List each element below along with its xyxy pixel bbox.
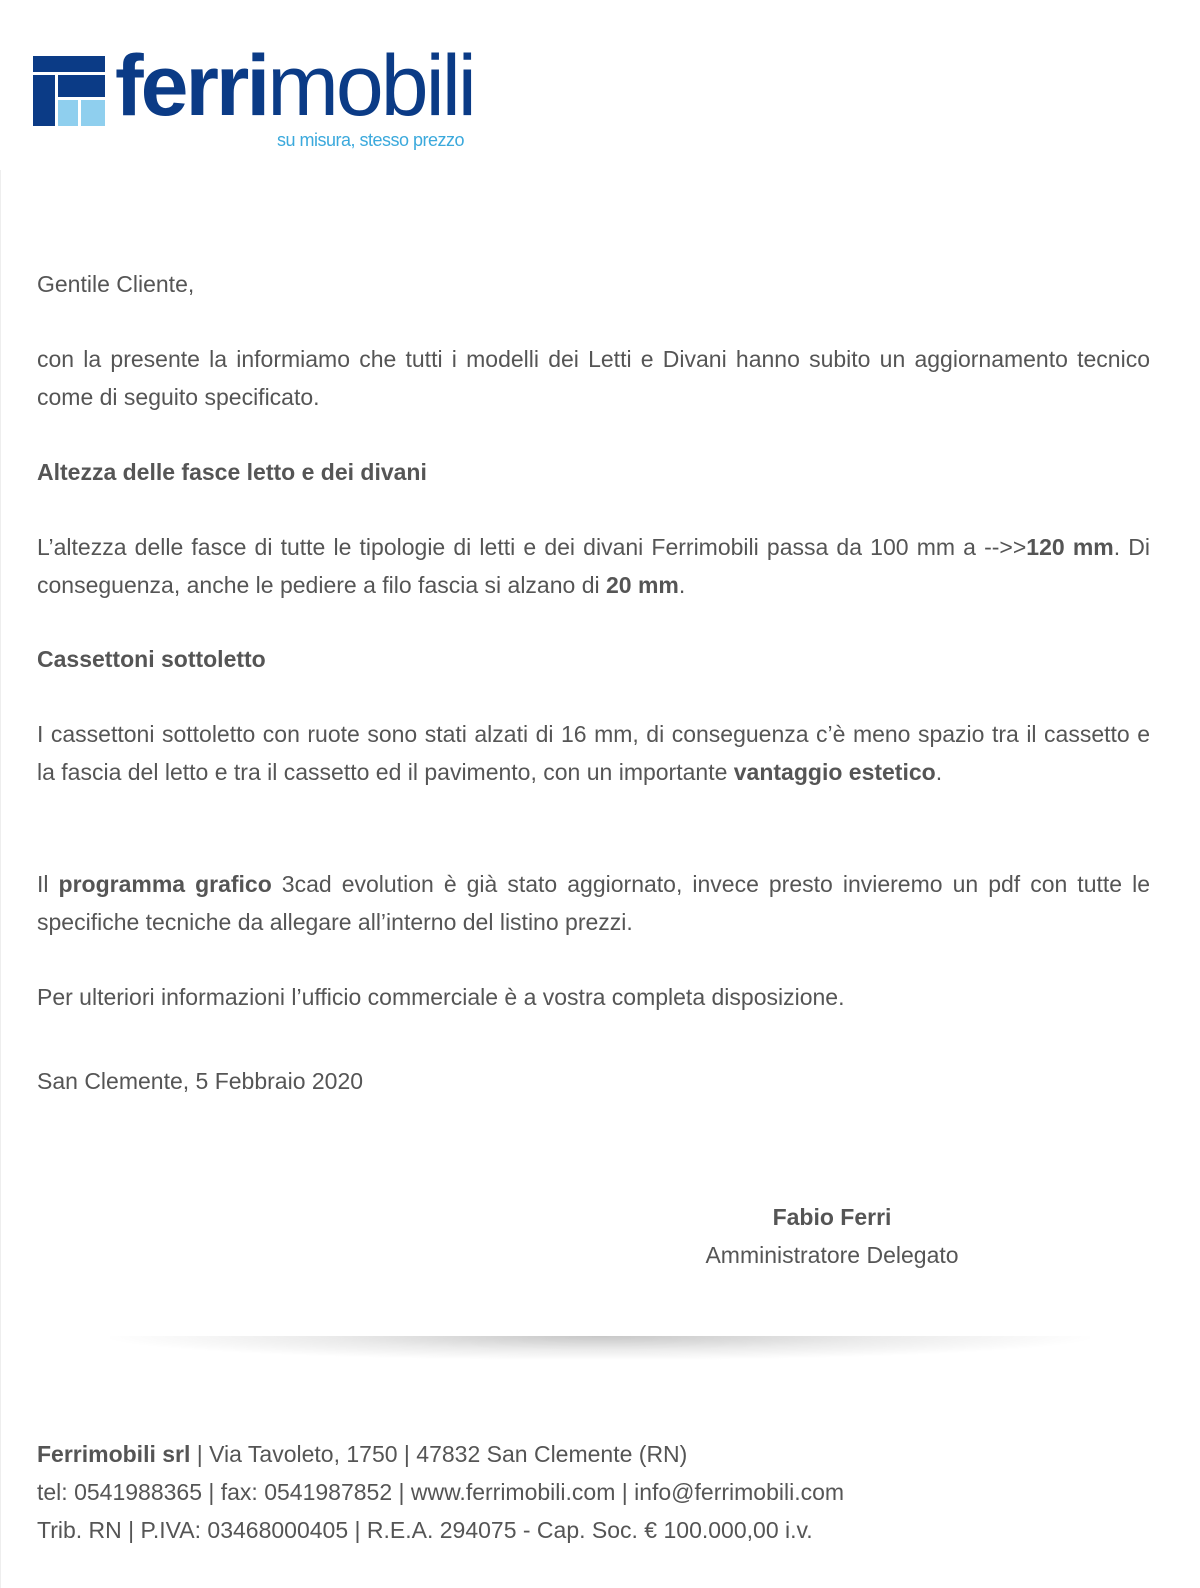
section2-text-a: I cassettoni sottoletto con ruote sono stati alzati di 16 mm, di conseguenza c’è meno spazio tra il cassetto e la fascia del letto e tra il cassetto ed il pavimento, con un importante xyxy=(37,721,1150,785)
software-paragraph xyxy=(37,865,1150,941)
section1-paragraph xyxy=(37,528,1150,604)
ferrimobili-logo xyxy=(33,38,503,162)
section1-text-c: . xyxy=(678,572,686,598)
section1-bold-a: 120 mm xyxy=(1026,534,1114,560)
intro-paragraph: con la presente la informiamo che tutti i modelli dei Letti e Divani hanno subito un aggiornamento tecnico come di seguito specificato. xyxy=(37,346,1150,410)
footer-company: Ferrimobili srl xyxy=(37,1441,191,1467)
section1-bold-b: 20 mm xyxy=(605,572,679,598)
section1-text-a: L’altezza delle fasce di tutte le tipologie di letti e dei divani Ferrimobili passa da 100 mm a -->> xyxy=(37,534,1027,560)
footer-address: | Via Tavoleto, 1750 | 47832 San Clemente (RN) xyxy=(190,1441,688,1467)
signature-block xyxy=(650,1198,1014,1274)
signature-title: Amministratore Delegato xyxy=(705,1242,959,1268)
section1-text-b: . Di conseguenza, anche le pediere a filo fascia si alzano di xyxy=(37,534,1150,598)
section1-heading: Altezza delle fasce letto e dei divani xyxy=(37,459,427,485)
logo-wordmark xyxy=(115,36,474,136)
logo-tiles-icon xyxy=(33,56,105,126)
section2-text-b: . xyxy=(935,759,943,785)
software-bold-a: programma grafico xyxy=(58,871,272,897)
software-text-a: Il xyxy=(37,871,59,897)
software-text-b: 3cad evolution è già stato aggiornato, invece presto invieremo un pdf con tutte le specifiche tecniche da allegare all’interno del listino prezzi. xyxy=(37,871,1150,935)
footer-legal: Trib. RN | P.IVA: 03468000405 | R.E.A. 294075 - Cap. Soc. € 100.000,00 i.v. xyxy=(37,1517,813,1543)
logo-wordmark-light: mobili xyxy=(267,38,474,134)
footer-divider-shadow xyxy=(110,1336,1090,1360)
footer xyxy=(37,1435,1157,1549)
contact-note: Per ulteriori informazioni l’ufficio commerciale è a vostra completa disposizione. xyxy=(37,984,845,1010)
logo-tagline: su misura, stesso prezzo xyxy=(277,130,465,150)
signature-name: Fabio Ferri xyxy=(772,1204,892,1230)
footer-contacts: tel: 0541988365 | fax: 0541987852 | www.ferrimobili.com | info@ferrimobili.com xyxy=(37,1479,845,1505)
section2-paragraph xyxy=(37,715,1150,791)
section2-bold-a: vantaggio estetico xyxy=(733,759,936,785)
greeting: Gentile Cliente, xyxy=(37,271,195,297)
header xyxy=(0,0,1200,170)
place-date: San Clemente, 5 Febbraio 2020 xyxy=(37,1068,364,1094)
logo-wordmark-bold: ferri xyxy=(115,38,268,134)
section2-heading: Cassettoni sottoletto xyxy=(37,646,266,672)
footer-address-line xyxy=(37,1435,1157,1473)
page-edge-rule xyxy=(0,170,1,1588)
